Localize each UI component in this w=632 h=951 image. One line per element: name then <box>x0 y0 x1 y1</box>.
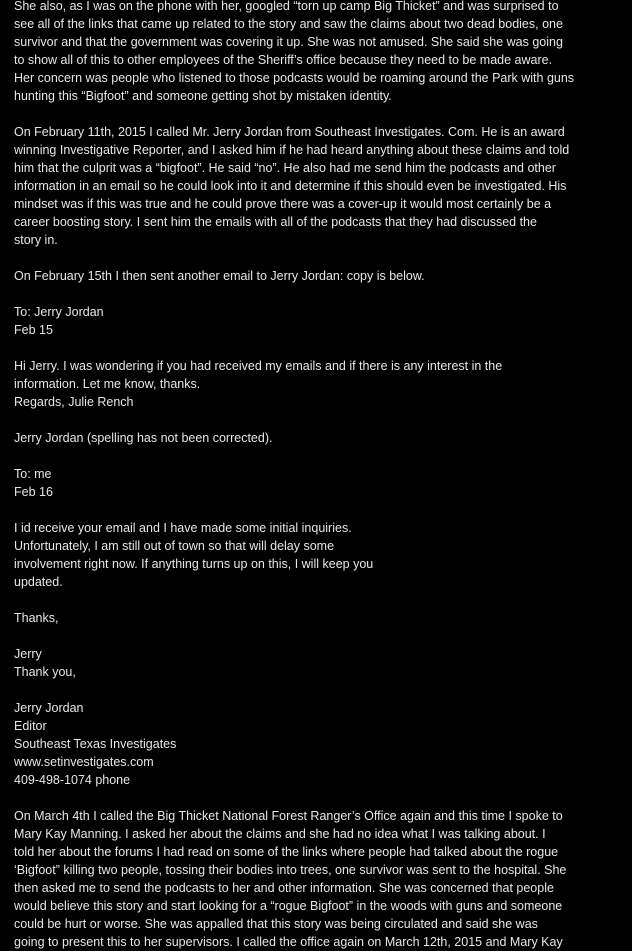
text-line: updated. <box>14 575 63 589</box>
text-line: story in. <box>14 233 58 247</box>
paragraph <box>14 267 620 285</box>
text-line: then asked me to send the podcasts to her and other information. She was concerned that people <box>14 881 554 895</box>
paragraph <box>14 519 620 591</box>
text-line: to show all of this to other employees of the Sheriff’s office because they need to be made aware. <box>14 53 553 67</box>
paragraph-gap <box>14 447 620 465</box>
text-line: ‘Bigfoot” killing two people, tossing their bodies into trees, one survivor was sent to the hospital. She <box>14 863 567 877</box>
text-line: Thanks, <box>14 611 59 625</box>
text-line: Feb 16 <box>14 485 53 499</box>
paragraph <box>14 429 620 447</box>
text-line: On February 15th I then sent another email to Jerry Jordan: copy is below. <box>14 269 425 283</box>
text-line: see all of the links that came up related to the story and saw the claims about two dead bodies, one <box>14 17 563 31</box>
text-line: would believe this story and start looking for a “rogue Bigfoot” in the woods with guns and someone <box>14 899 563 913</box>
paragraph <box>14 807 620 951</box>
text-line: told her about the forums I had read on some of the links where people had talked about the rogue <box>14 845 559 859</box>
text-line: information in an email so he could look into it and determine if this should even be investigated. His <box>14 179 567 193</box>
text-line: involvement right now. If anything turns up on this, I will keep you <box>14 557 374 571</box>
paragraph <box>14 699 620 789</box>
paragraph <box>14 303 620 339</box>
text-line: She also, as I was on the phone with her, googled “torn up camp Big Thicket” and was surprised to <box>14 0 559 13</box>
text-line: hunting this “Bigfoot” and someone getting shot by mistaken identity. <box>14 89 392 103</box>
paragraph-gap <box>14 591 620 609</box>
text-line: Mary Kay Manning. I asked her about the claims and she had no idea what I was talking about. I <box>14 827 546 841</box>
text-line: Unfortunately, I am still out of town so that will delay some <box>14 539 335 553</box>
text-line: survivor and that the government was covering it up. She was not amused. She said she was going <box>14 35 563 49</box>
text-line: Jerry <box>14 647 42 661</box>
text-line: I id receive your email and I have made some initial inquiries. <box>14 521 352 535</box>
paragraph-gap <box>14 411 620 429</box>
paragraph-gap <box>14 285 620 303</box>
paragraph-gap <box>14 339 620 357</box>
text-line: could be hurt or worse. She was appalled that this story was being circulated and said she was <box>14 917 538 931</box>
text-line: Feb 15 <box>14 323 53 337</box>
paragraph-gap <box>14 681 620 699</box>
paragraph <box>14 465 620 501</box>
paragraph <box>14 0 620 105</box>
text-line: To: me <box>14 467 52 481</box>
paragraph-gap <box>14 627 620 645</box>
paragraph-gap <box>14 789 620 807</box>
paragraph-gap <box>14 501 620 519</box>
text-line: 409-498-1074 phone <box>14 773 131 787</box>
paragraph-gap <box>14 105 620 123</box>
text-line: To: Jerry Jordan <box>14 305 104 319</box>
text-line: Jerry Jordan <box>14 701 84 715</box>
text-line: Her concern was people who listened to those podcasts would be roaming around the Park with guns <box>14 71 575 85</box>
text-line: Thank you, <box>14 665 76 679</box>
text-line: career boosting story. I sent him the emails with all of the podcasts that they had discussed the <box>14 215 537 229</box>
article-body <box>14 0 620 951</box>
text-line: Southeast Texas Investigates <box>14 737 177 751</box>
text-line: mindset was if this was true and he could prove there was a cover-up it would most certainly be a <box>14 197 552 211</box>
text-line: Hi Jerry. I was wondering if you had received my emails and if there is any interest in the <box>14 359 503 373</box>
text-line: Regards, Julie Rench <box>14 395 134 409</box>
paragraph <box>14 645 620 681</box>
paragraph <box>14 123 620 249</box>
text-line: Jerry Jordan (spelling has not been corrected). <box>14 431 273 445</box>
text-line: information. Let me know, thanks. <box>14 377 201 391</box>
text-line: winning Investigative Reporter, and I asked him if he had heard anything about these claims and told <box>14 143 570 157</box>
text-line: www.setinvestigates.com <box>14 755 154 769</box>
text-line: On February 11th, 2015 I called Mr. Jerry Jordan from Southeast Investigates. Com. He is an award <box>14 125 565 139</box>
paragraph <box>14 357 620 411</box>
text-line: him that the culprit was a “bigfoot”. He said “no”. He also had me send him the podcasts and other <box>14 161 556 175</box>
text-line: On March 4th I called the Big Thicket National Forest Ranger’s Office again and this time I spoke to <box>14 809 563 823</box>
paragraph <box>14 609 620 627</box>
text-line: going to present this to her supervisors. I called the office again on March 12th, 2015 and Mary Kay <box>14 935 563 949</box>
text-line: Editor <box>14 719 47 733</box>
paragraph-gap <box>14 249 620 267</box>
